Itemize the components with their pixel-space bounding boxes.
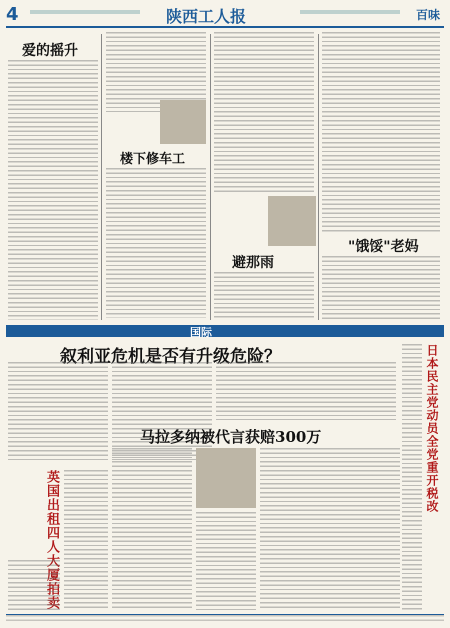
article-love [8, 60, 98, 320]
article-lower-left [8, 560, 60, 610]
page-number: 4 [6, 4, 19, 25]
article-center-top [214, 32, 314, 192]
column-divider-1 [101, 34, 102, 320]
headline-uncle: "饿馁"老妈 [348, 239, 419, 255]
article-syria-left [8, 362, 108, 462]
masthead-meta-right [300, 10, 400, 14]
illustration-portrait [160, 100, 206, 144]
illustration-rain [268, 196, 316, 246]
headline-love: 爱的摇升 [22, 43, 78, 59]
article-madoff-b [196, 512, 256, 610]
paper-name: 陕西工人报 [166, 7, 247, 26]
photo-madoff [196, 448, 256, 508]
article-syria-mid [112, 362, 212, 462]
article-uncle [322, 256, 440, 320]
article-uk-pub [64, 470, 108, 610]
article-right-top [322, 32, 440, 232]
headline-repair: 楼下修车工 [120, 152, 186, 167]
headline-syria: 叙利亚危机是否有升级危险？ [60, 347, 281, 367]
masthead-meta-left [30, 10, 140, 14]
article-japan [402, 344, 422, 610]
column-divider-2 [210, 34, 211, 320]
headline-uk-pub: 英国出租四人大厦拍卖 [44, 470, 59, 610]
section-name: 百味 [415, 8, 440, 22]
article-repair [106, 168, 206, 318]
column-divider-3 [318, 34, 319, 320]
section-banner [6, 325, 444, 337]
headline-rain: 避那雨 [232, 255, 274, 271]
article-syria-right [216, 362, 396, 420]
article-madoff-c [260, 448, 400, 610]
headline-madoff: 马拉多纳被代言获赔300万 [140, 428, 322, 446]
headline-japan: 日本民主党动员全党重开税改 [425, 344, 439, 513]
page-footer [6, 614, 444, 623]
article-madoff-a [112, 448, 192, 610]
article-rain [214, 272, 314, 320]
masthead [6, 4, 444, 28]
section-banner-title: 国际 [190, 326, 212, 339]
